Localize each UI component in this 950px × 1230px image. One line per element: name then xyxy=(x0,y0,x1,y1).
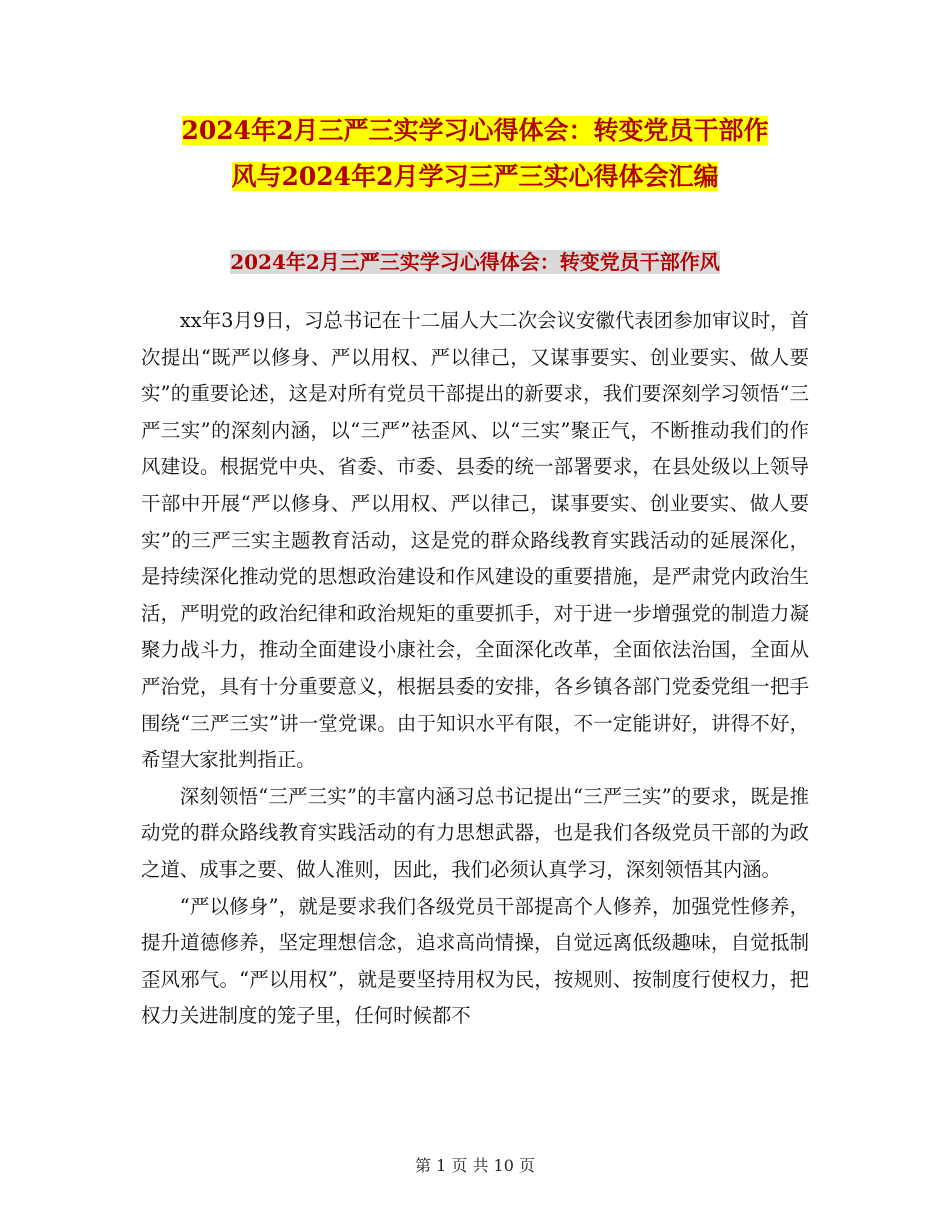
paragraph: xx年3月9日，习总书记在十二届人大二次会议安徽代表团参加审议时，首次提出“既严以修身、严以用权、严以律己，又谋事要实、创业要实、做人要实”的重要论述，这是对所有党员干部提出的新要求，我们要深刻学习领悟“三严三实”的深刻内涵，以“三严”祛歪风、以“三实”聚正气，不断推动我们的作风建设。根据党中央、省委、市委、县委的统一部署要求，在县处级以上领导干部中开展“严以修身、严以用权、严以律己，谋事要实、创业要实、做人要实”的三严三实主题教育活动，这是党的群众路线教育实践活动的延展深化，是持续深化推动党的思想政治建设和作风建设的重要措施，是严肃党内政治生活，严明党的政治纪律和政治规矩的重要抓手，对于进一步增强党的制造力凝聚力战斗力，推动全面建设小康社会，全面深化改革，全面依法治国，全面从严治党，具有十分重要意义，根据县委的安排，各乡镇各部门党委党组一把手围绕“三严三实”讲一堂党课。由于知识水平有限，不一定能讲好，讲得不好，希望大家批判指正。 xyxy=(141,309,809,772)
title-line-2: 风与2024年2月学习三严三实心得体会汇编 xyxy=(231,162,719,191)
title-line-1: 2024年2月三严三实学习心得体会：转变党员干部作 xyxy=(181,116,769,145)
document-title xyxy=(140,108,810,200)
section-title xyxy=(140,245,810,279)
section-title-text: 2024年2月三严三实学习心得体会：转变党员干部作风 xyxy=(230,250,720,274)
page-footer: 第 1 页 共 10 页 xyxy=(415,1156,535,1175)
paragraph: “严以修身”，就是要求我们各级党员干部提高个人修养，加强党性修养，提升道德修养，坚定理想信念，追求高尚情操，自觉远离低级趣味，自觉抵制歪风邪气。“严以用权”，就是要坚持用权为民，按规则、按制度行使权力，把权力关进制度的笼子里，任何时候都不 xyxy=(141,894,809,1028)
body-text xyxy=(141,303,809,1035)
paragraph: 深刻领悟“三严三实”的丰富内涵习总书记提出“三严三实”的要求，既是推动党的群众路线教育实践活动的有力思想武器，也是我们各级党员干部的为政之道、成事之要、做人准则，因此，我们必须认真学习，深刻领悟其内涵。 xyxy=(141,784,809,881)
